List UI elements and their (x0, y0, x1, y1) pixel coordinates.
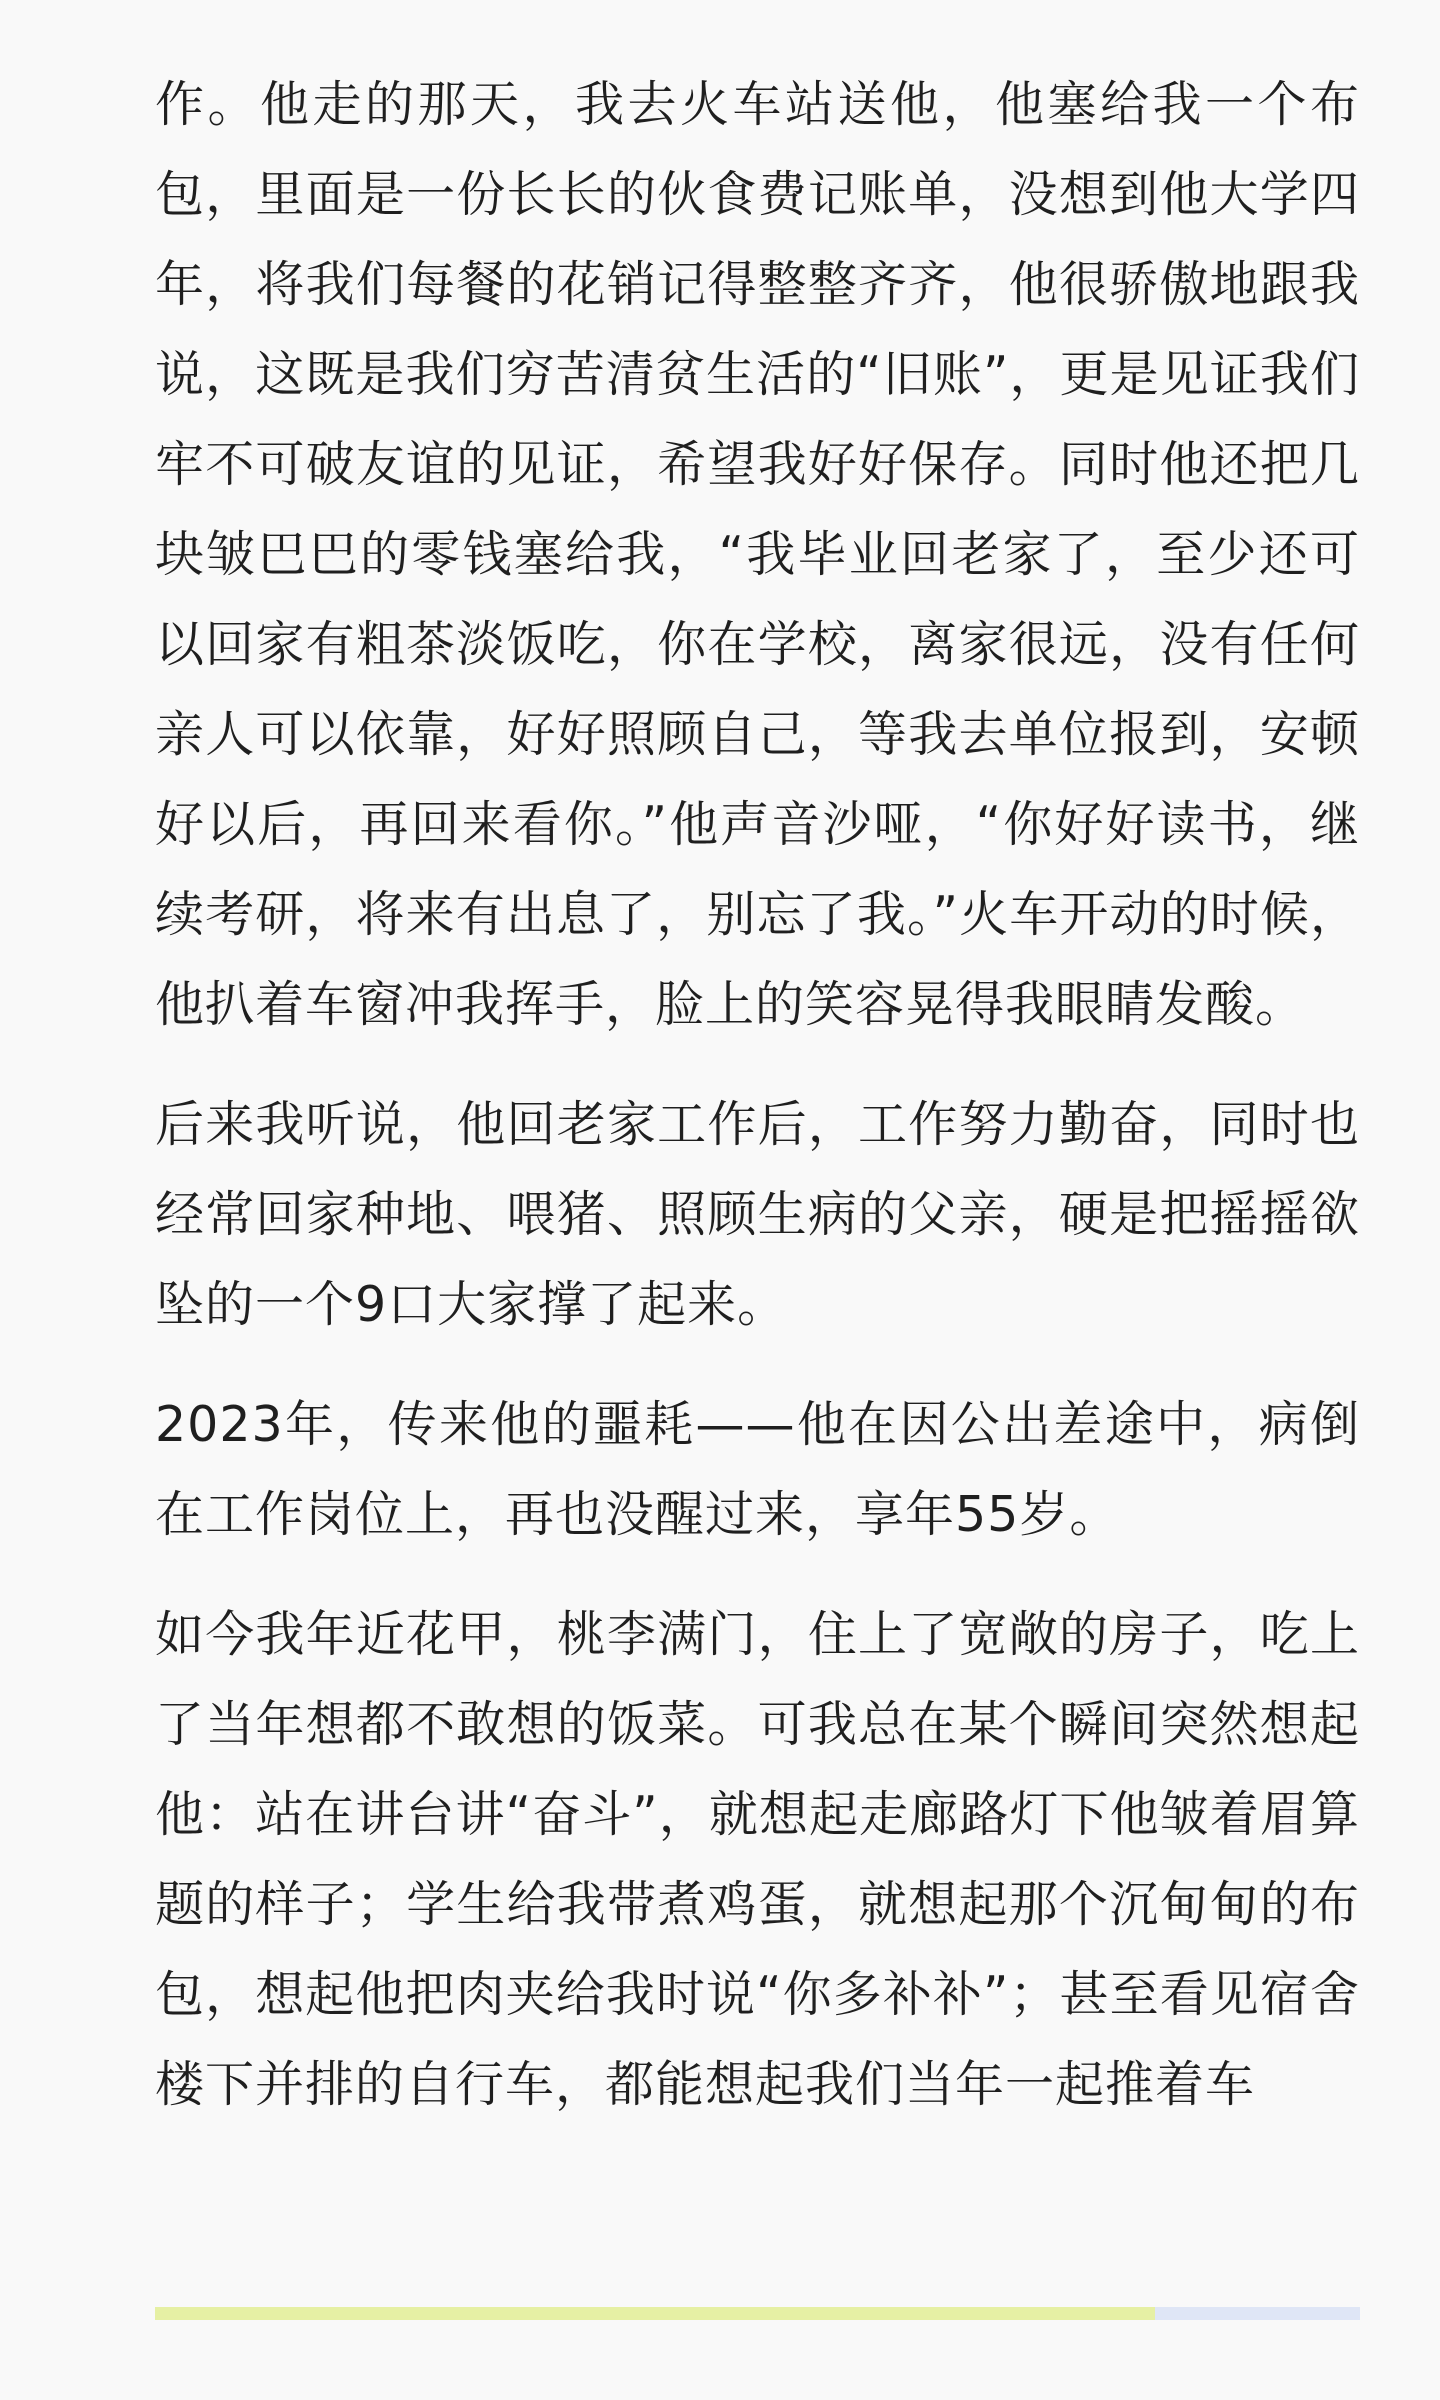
reading-progress-bar (155, 2307, 1360, 2320)
article-body (155, 60, 1360, 2160)
article-paragraph: 2023年，传来他的噩耗——他在因公出差途中，病倒在工作岗位上，再也没醒过来，享年55岁。 (155, 1396, 1360, 1543)
article-paragraph: 作。他走的那天，我去火车站送他，他塞给我一个布包，里面是一份长长的伙食费记账单，没想到他大学四年，将我们每餐的花销记得整整齐齐，他很骄傲地跟我说，这既是我们穷苦清贫生活的“旧账”，更是见证我们牢不可破友谊的见证，希望我好好保存。同时他还把几块皱巴巴的零钱塞给我，“我毕业回老家了，至少还可以回家有粗茶淡饭吃，你在学校，离家很远，没有任何亲人可以依靠，好好照顾自己，等我去单位报到，安顿好以后，再回来看你。”他声音沙哑，“你好好读书，继续考研，将来有出息了，别忘了我。”火车开动的时候，他扒着车窗冲我挥手，脸上的笑容晃得我眼睛发酸。 (155, 76, 1360, 1033)
article-paragraph: 如今我年近花甲，桃李满门，住上了宽敞的房子，吃上了当年想都不敢想的饭菜。可我总在某个瞬间突然想起他：站在讲台讲“奋斗”，就想起走廊路灯下他皱着眉算题的样子；学生给我带煮鸡蛋，就想起那个沉甸甸的布包，想起他把肉夹给我时说“你多补补”；甚至看见宿舍楼下并排的自行车，都能想起我们当年一起推着车 (155, 1606, 1360, 2113)
reading-progress-fill (155, 2307, 1155, 2320)
article-paragraph: 后来我听说，他回老家工作后，工作努力勤奋，同时也经常回家种地、喂猪、照顾生病的父亲，硬是把摇摇欲坠的一个9口大家撑了起来。 (155, 1096, 1360, 1333)
